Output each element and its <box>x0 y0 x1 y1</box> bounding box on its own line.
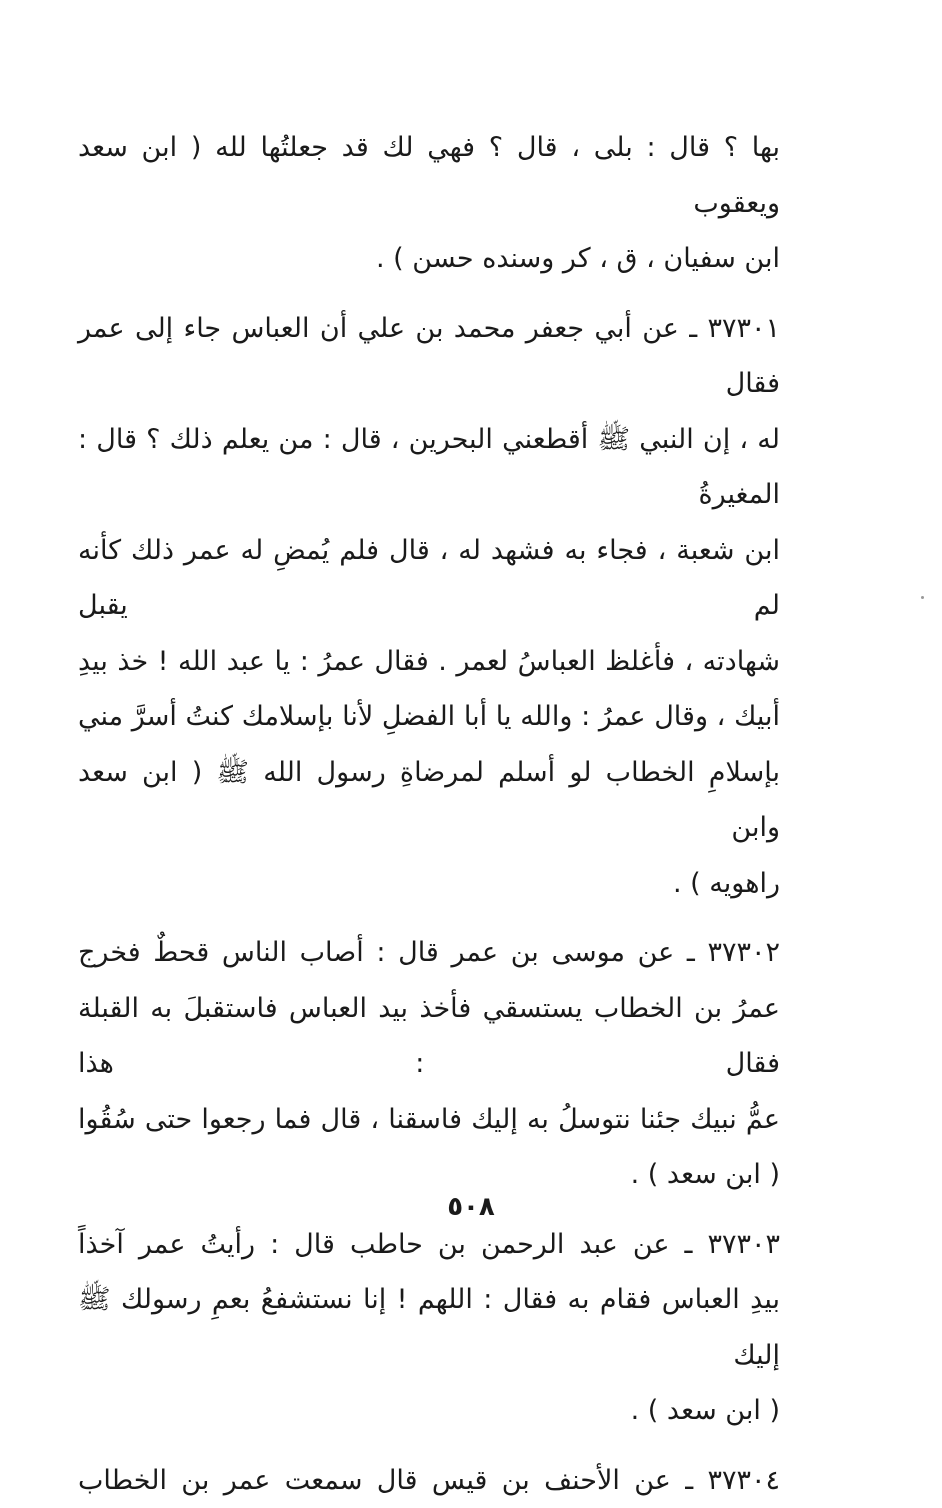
text-line: له ، إن النبي ﷺ أقطعني البحرين ، قال : من يعلم ذلك ؟ قال : المغيرةُ <box>78 412 780 523</box>
text-line: بيدِ العباس فقام به فقال : اللهم ! إنا نستشفعُ بعمِ رسولك ﷺ إليك <box>78 1272 780 1383</box>
paragraph-hadith-37304 <box>78 1453 780 1508</box>
paragraph-hadith-37301 <box>78 301 780 912</box>
text-line: ابن سفيان ، ق ، كر وسنده حسن ) . <box>78 231 780 287</box>
text-line: ( ابن سعد ) . <box>78 1147 780 1203</box>
text-line: ( ابن سعد ) . <box>78 1383 780 1439</box>
text-line: ٣٧٣٠٤ ـ عن الأحنف بن قيس قال سمعت عمر بن الخطاب <box>78 1453 780 1508</box>
text-line: ٣٧٣٠٣ ـ عن عبد الرحمن بن حاطب قال : رأيتُ عمر آخذاً <box>78 1217 780 1273</box>
paragraph-hadith-37302 <box>78 925 780 1203</box>
text-line: ٣٧٣٠٢ ـ عن موسى بن عمر قال : أصاب الناس قحطٌ فخرج <box>78 925 780 981</box>
text-line: عمُّ نبيك جئنا نتوسلُ به إليك فاسقنا ، قال فما رجعوا حتى سُقُوا <box>78 1092 780 1148</box>
page-number: ٥٠٨ <box>0 1192 942 1222</box>
paragraph-hadith-37303 <box>78 1217 780 1439</box>
text-line: بها ؟ قال : بلى ، قال ؟ فهي لك قد جعلتُها لله ( ابن سعد ويعقوب <box>78 120 780 231</box>
text-line: ٣٧٣٠١ ـ عن أبي جعفر محمد بن علي أن العباس جاء إلى عمر فقال <box>78 301 780 412</box>
text-line: شهادته ، فأغلظ العباسُ لعمر . فقال عمرُ : يا عبد الله ! خذ بيدِ <box>78 634 780 690</box>
text-line: راهويه ) . <box>78 856 780 912</box>
text-line: بإسلامِ الخطاب لو أسلم لمرضاةِ رسول الله ﷺ ( ابن سعد وابن <box>78 745 780 856</box>
paragraph-intro <box>78 120 780 287</box>
page-body <box>78 120 780 1508</box>
scan-speck <box>921 596 924 599</box>
text-line: ابن شعبة ، فجاء به فشهد له ، قال فلم يُمضِ له عمر ذلك كأنه لم يقبل <box>78 523 780 634</box>
text-line: عمرُ بن الخطاب يستسقي فأخذ بيد العباس فاستقبلَ به القبلة فقال : هذا <box>78 981 780 1092</box>
text-line: أبيك ، وقال عمرُ : والله يا أبا الفضلِ لأنا بإسلامك كنتُ أسرَّ مني <box>78 689 780 745</box>
